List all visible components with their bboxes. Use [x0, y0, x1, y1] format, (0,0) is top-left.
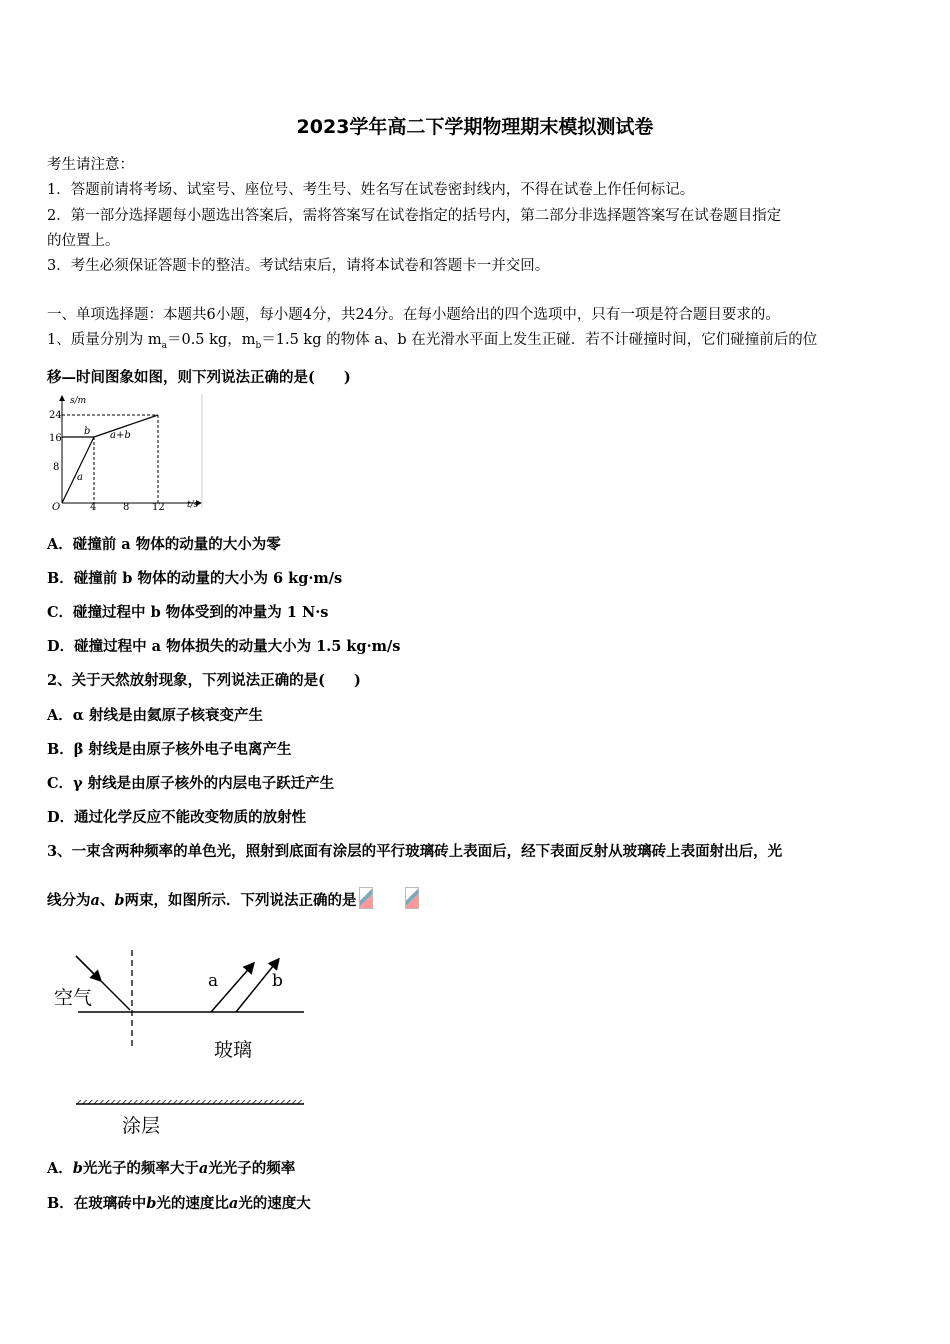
label-coating: 涂层	[122, 1115, 161, 1137]
displacement-time-graph	[44, 392, 206, 512]
origin-label: O	[52, 502, 61, 512]
ytick-24: 24	[49, 410, 62, 421]
y-axis-label: s/m	[70, 396, 87, 406]
line-a	[62, 437, 94, 503]
label-glass: 玻璃	[214, 1039, 253, 1061]
q3-option-a: A．b光光子的频率大于a光光子的频率	[47, 1160, 296, 1177]
notice-heading: 考生请注意：	[47, 157, 134, 173]
q1-stem-line2: 移—时间图象如图，则下列说法正确的是( )	[47, 369, 351, 386]
q2-option-b: B．β 射线是由原子核外电子电离产生	[47, 741, 292, 758]
xtick-8: 8	[123, 502, 130, 512]
xtick-4: 4	[90, 502, 97, 512]
label-a: a	[77, 472, 83, 483]
optics-diagram	[48, 940, 310, 1140]
q1-option-a: A．碰撞前 a 物体的动量的大小为零	[47, 536, 281, 553]
label-air: 空气	[54, 987, 93, 1009]
q3-stem-line2: 线分为a、b两束，如图所示．下列说法正确的是	[47, 887, 419, 910]
q1-stem-line1: 1、质量分别为 $m_a=0.5$ kg，$m_b=1.5$ kg 的物体 a、b 在光滑水平面上发生正碰．若不计碰撞时间，它们碰撞前后的位	[47, 332, 818, 351]
ytick-8: 8	[53, 462, 60, 473]
broken-image-icon	[405, 887, 419, 909]
coating-hatch	[76, 1100, 304, 1104]
q2-option-c: C．γ 射线是由原子核外的内层电子跃迁产生	[47, 775, 335, 792]
notice-item-3: 3．考生必须保证答题卡的整洁。考试结束后，请将本试卷和答题卡一并交回。	[47, 258, 550, 274]
notice-item-2-cont: 的位置上。	[47, 233, 120, 249]
label-b: b	[84, 426, 91, 437]
notice-item-2: 2．第一部分选择题每小题选出答案后，需将答案写在试卷指定的括号内，第二部分非选择题答案写在试卷题目指定	[47, 208, 782, 224]
q3-stem-line1: 3、一束含两种频率的单色光，照射到底面有涂层的平行玻璃砖上表面后，经下表面反射从玻璃砖上表面射出后，光	[47, 843, 783, 860]
y-axis-arrow	[59, 395, 65, 401]
label-ray-b: b	[272, 971, 283, 991]
q2-option-d: D．通过化学反应不能改变物质的放射性	[47, 809, 307, 826]
x-axis-label: t/s	[187, 500, 199, 510]
incident-ray-arrow	[76, 956, 100, 980]
q1-option-d: D．碰撞过程中 a 物体损失的动量大小为 1.5 kg·m/s	[47, 638, 401, 655]
xtick-12: 12	[152, 502, 165, 512]
q2-stem: 2、关于天然放射现象，下列说法正确的是( )	[47, 672, 361, 689]
q3-option-b: B．在玻璃砖中b光的速度比a光的速度大	[47, 1195, 311, 1212]
label-a-plus-b: a+b	[110, 430, 131, 441]
q1-option-b: B．碰撞前 b 物体的动量的大小为 6 kg·m/s	[47, 570, 343, 587]
broken-image-icon	[359, 887, 373, 909]
q1-option-c: C．碰撞过程中 b 物体受到的冲量为 1 N·s	[47, 604, 329, 621]
ytick-16: 16	[49, 433, 62, 444]
section-heading: 一、单项选择题：本题共6小题，每小题4分，共24分。在每小题给出的四个选项中，只有一项是符合题目要求的。	[47, 307, 780, 323]
notice-item-1: 1．答题前请将考场、试室号、座位号、考生号、姓名写在试卷密封线内，不得在试卷上作任何标记。	[47, 182, 695, 198]
page-title: 2023学年高二下学期物理期末模拟测试卷	[296, 116, 654, 138]
label-ray-a: a	[208, 971, 219, 991]
q2-option-a: A．α 射线是由氦原子核衰变产生	[47, 707, 263, 724]
